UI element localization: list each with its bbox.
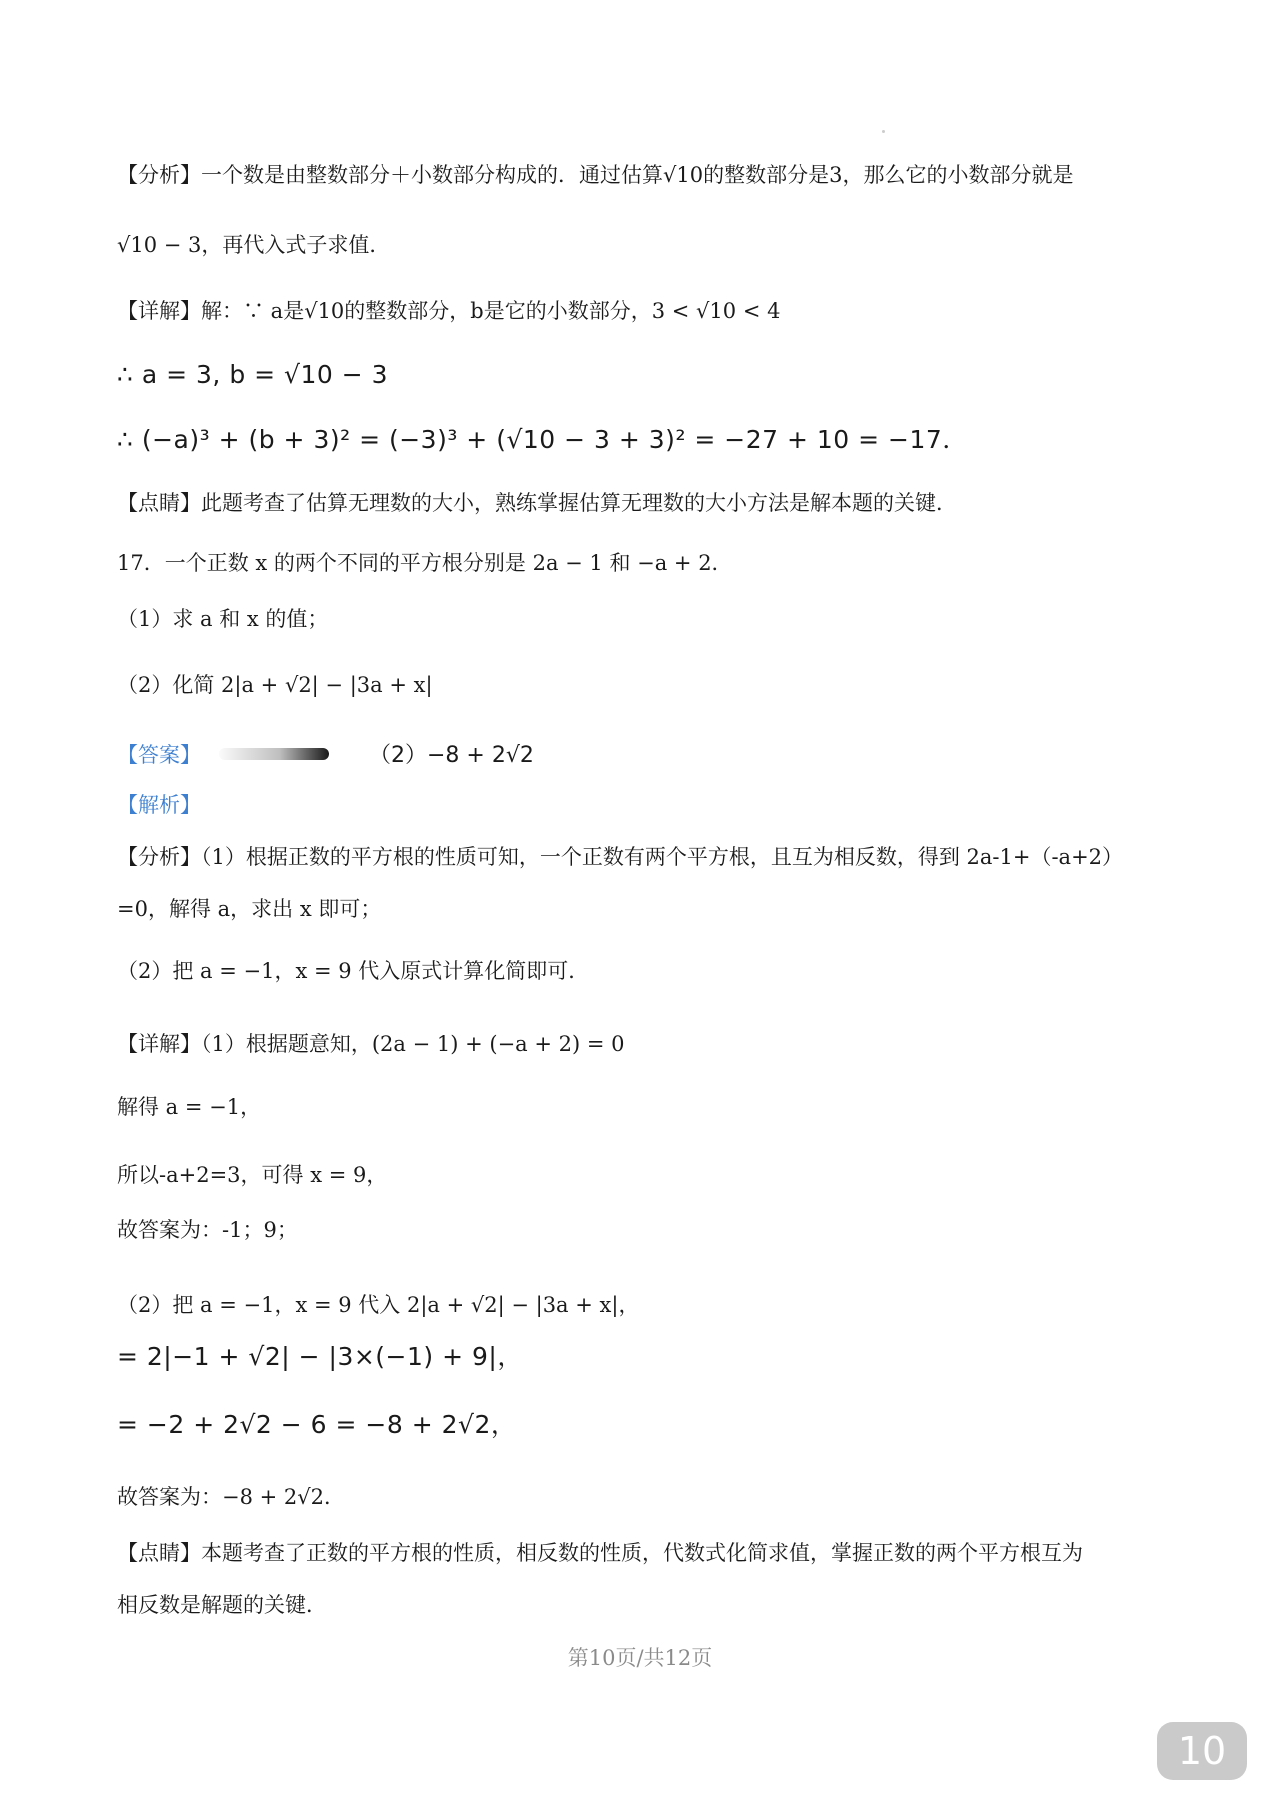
q16-analysis-line-1: 【分析】一个数是由整数部分＋小数部分构成的．通过估算√10的整数部分是3，那么它的小数部分就是 <box>117 163 1074 187</box>
q17-detail-line-4: 故答案为：-1；9； <box>117 1218 298 1242</box>
q17-detail-line-5: （2）把 a = −1，x = 9 代入 2|a + √2| − |3a + x|， <box>117 1293 640 1317</box>
q17-analysis-line-3: （2）把 a = −1，x = 9 代入原式计算化简即可． <box>117 959 590 983</box>
q16-comment: 【点睛】此题考查了估算无理数的大小，熟练掌握估算无理数的大小方法是解本题的关键． <box>117 491 957 515</box>
q17-detail-line-3: 所以-a+2=3，可得 x = 9， <box>117 1163 388 1187</box>
q16-detail-line-3: ∴ (−a)³ + (b + 3)² = (−3)³ + (√10 − 3 + 3)² = −27 + 10 = −17． <box>117 425 968 454</box>
q17-detail-line-8: 故答案为：−8 + 2√2． <box>117 1485 346 1509</box>
q17-comment-line-2: 相反数是解题的关键． <box>117 1593 327 1617</box>
q17-part-2: （2）化简 2|a + √2| − |3a + x| <box>117 673 433 697</box>
jiexi-label: 【解析】 <box>117 793 201 817</box>
q17-detail-line-1: 【详解】（1）根据题意知，(2a − 1) + (−a + 2) = 0 <box>117 1032 625 1056</box>
q17-stem: 17．一个正数 x 的两个不同的平方根分别是 2a − 1 和 −a + 2． <box>117 551 733 575</box>
page-number-badge[interactable]: 10 <box>1157 1722 1247 1780</box>
q17-detail-line-2: 解得 a = −1， <box>117 1095 262 1119</box>
q16-detail-line-1: 【详解】解：∵ a是√10的整数部分，b是它的小数部分，3 < √10 < 4 <box>117 299 781 323</box>
q17-comment-line-1: 【点睛】本题考查了正数的平方根的性质，相反数的性质，代数式化简求值，掌握正数的两个平方根互为 <box>117 1541 1083 1565</box>
q17-part-1: （1）求 a 和 x 的值； <box>117 607 329 631</box>
scan-speck <box>882 130 885 133</box>
page-footer: 第10页/共12页 <box>567 1646 713 1670</box>
q16-analysis-line-2: √10 − 3，再代入式子求值． <box>117 233 391 257</box>
answer-part-2: （2）−8 + 2√2 <box>369 743 534 768</box>
answer-label: 【答案】 <box>117 743 201 767</box>
q16-detail-line-2: ∴ a = 3, b = √10 − 3 <box>117 360 389 389</box>
q17-analysis-line-1: 【分析】（1）根据正数的平方根的性质可知，一个正数有两个平方根，且互为相反数，得到 2a-1+（-a+2） <box>117 845 1124 869</box>
redacted-answer-blur <box>219 748 329 760</box>
q17-detail-line-7: = −2 + 2√2 − 6 = −8 + 2√2， <box>117 1410 517 1439</box>
q17-detail-line-6: = 2|−1 + √2| − |3×(−1) + 9|， <box>117 1342 523 1371</box>
q17-analysis-line-2: =0，解得 a，求出 x 即可； <box>117 897 382 921</box>
answer-row <box>117 740 534 771</box>
